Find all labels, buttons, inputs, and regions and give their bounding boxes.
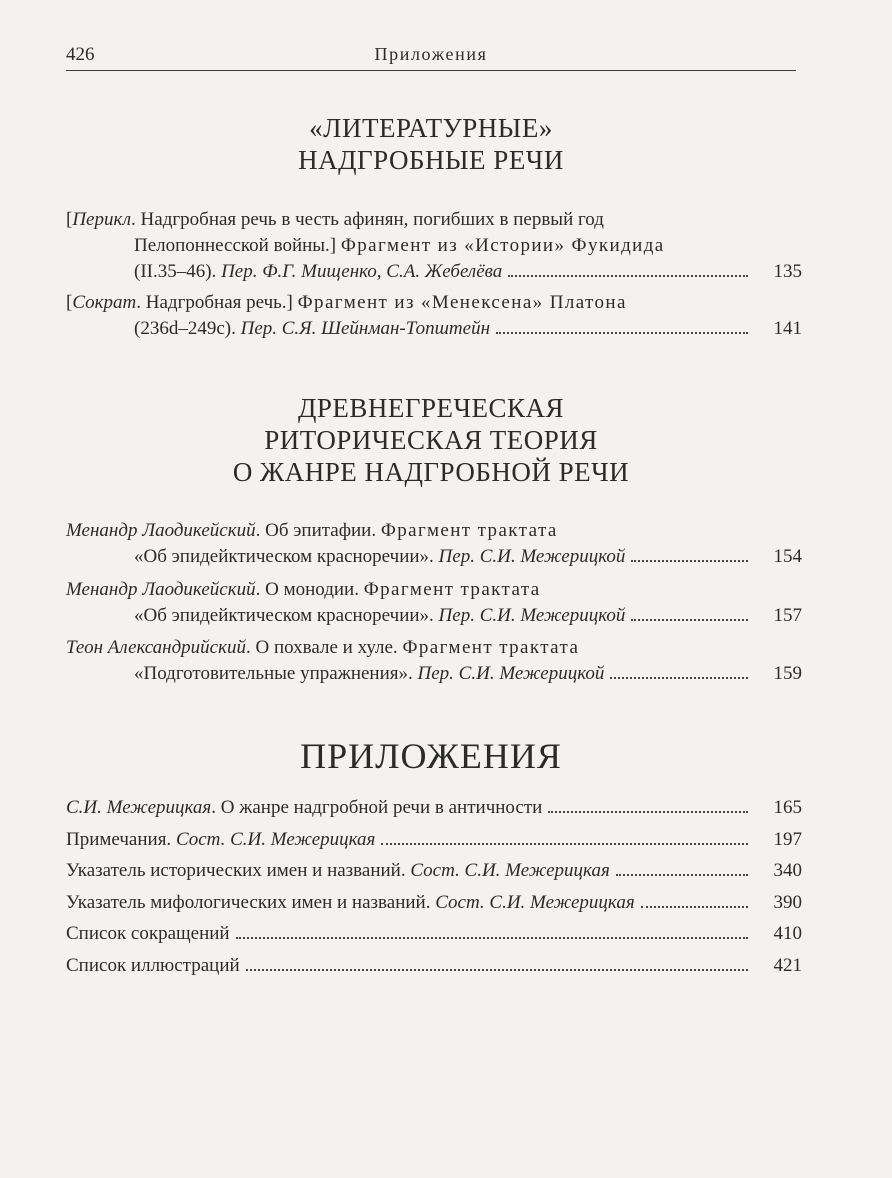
toc-entry-menander-monody[interactable]: Менандр Лаодикейский. О монодии. Фрагмент трактата «Об эпидейктическом красноречии». Пер. С.И. Межерицкой 157 [66,577,802,629]
entry-compiler: Сост. С.И. Межерицкая [410,860,610,881]
entry-page-number: 141 [773,318,802,339]
toc-entry-theon[interactable]: Теон Александрийский. О похвале и хуле. Фрагмент трактата «Подготовительные упражнения». Пер. С.И. Межерицкой 159 [66,635,802,687]
dot-leader [631,619,748,621]
entry-compiler: Сост. С.И. Межерицкая [435,891,635,913]
entry-page-number: 421 [773,954,802,976]
entry-translator: Пер. Ф.Г. Мищенко, С.А. Жебелёва [221,261,503,282]
entry-fragment: Фрагмент трактата [402,637,580,658]
dot-leader [496,332,748,334]
entry-page-number: 410 [773,923,802,944]
entry-page-number: 390 [773,891,802,913]
toc-row[interactable]: С.И. Межерицкая. О жанре надгробной речи в античности 165 [66,797,802,818]
entry-page-number: 165 [773,797,802,818]
dot-leader [508,275,748,277]
section-title-line: О ЖАНРЕ НАДГРОБНОЙ РЕЧИ [232,457,630,487]
entry-translator: Пер. С.И. Межерицкой [438,546,626,567]
entry-author: Теон Александрийский [66,637,246,658]
entry-translator: Пер. С.И. Межерицкой [417,663,605,684]
toc-row[interactable]: Указатель мифологических имен и названий. Сост. С.И. Межерицкая 390 [66,891,802,913]
entry-fragment: Фрагмент из «Менексена» Платона [297,292,627,313]
entry-fragment: Фрагмент трактата [363,579,541,600]
section-title-line: НАДГРОБНЫЕ РЕЧИ [298,145,564,175]
dot-leader [631,560,748,562]
entry-page-number: 159 [773,663,802,684]
dot-leader [641,906,748,908]
toc-row[interactable]: Указатель исторических имен и названий. Сост. С.И. Межерицкая 340 [66,860,802,881]
dot-leader [381,843,748,845]
dot-leader [610,677,748,679]
entry-page-number: 135 [773,261,802,282]
dot-leader [616,874,748,876]
toc-row[interactable]: Список иллюстраций 421 [66,954,802,976]
entry-author: Сократ [72,292,137,313]
section-title-literary [66,112,796,176]
entry-page-number: 157 [773,605,802,626]
running-head [66,42,796,71]
entry-author: Менандр Лаодикейский [66,579,256,600]
section-title-rhetoric [66,392,796,488]
entry-page-number: 154 [773,546,802,567]
entry-author: С.И. Межерицкая [66,797,212,818]
section-title-line: РИТОРИЧЕСКАЯ ТЕОРИЯ [264,425,598,455]
entry-compiler: Сост. С.И. Межерицкая [175,828,376,850]
toc-row[interactable]: Список сокращений 410 [66,923,802,944]
dot-leader [246,969,748,971]
section-title-appendices: ПРИЛОЖЕНИЯ [300,736,562,776]
entry-page-number: 340 [773,860,802,881]
entry-fragment: Фрагмент из «Истории» Фукидида [340,235,665,256]
entry-author: Менандр Лаодикейский [66,520,256,541]
section-title-line: ДРЕВНЕГРЕЧЕСКАЯ [297,393,565,423]
page-number: 426 [66,44,95,65]
dot-leader [548,811,748,813]
section-title-line: «ЛИТЕРАТУРНЫЕ» [309,113,553,143]
entry-page-number: 197 [773,828,802,850]
toc-entry-menander-epitaph[interactable]: Менандр Лаодикейский. Об эпитафии. Фрагмент трактата «Об эпидейктическом красноречии». Пер. С.И. Межерицкой 154 [66,518,802,570]
toc-row[interactable]: Примечания. Сост. С.И. Межерицкая 197 [66,828,802,850]
entry-fragment: Фрагмент трактата [380,520,558,541]
running-head-title: Приложения [374,44,488,64]
toc-entry-pericles[interactable]: [Перикл. Надгробная речь в честь афинян, погибших в первый год Пелопоннесской войны.] Фрагмент из «Истории» Фукидида (II.35–46). Пер. Ф.Г. Мищенко, С.А. Жебелёва 135 [66,207,802,285]
entry-author: Перикл [72,209,132,230]
entry-translator: Пер. С.Я. Шейнман-Топштейн [240,318,491,339]
toc-entry-socrates[interactable]: [Сократ. Надгробная речь.] Фрагмент из «Менексена» Платона (236d–249c). Пер. С.Я. Шейнман-Топштейн 141 [66,290,802,342]
dot-leader [236,937,748,939]
entry-translator: Пер. С.И. Межерицкой [438,605,626,626]
appendix-toc [66,797,802,986]
